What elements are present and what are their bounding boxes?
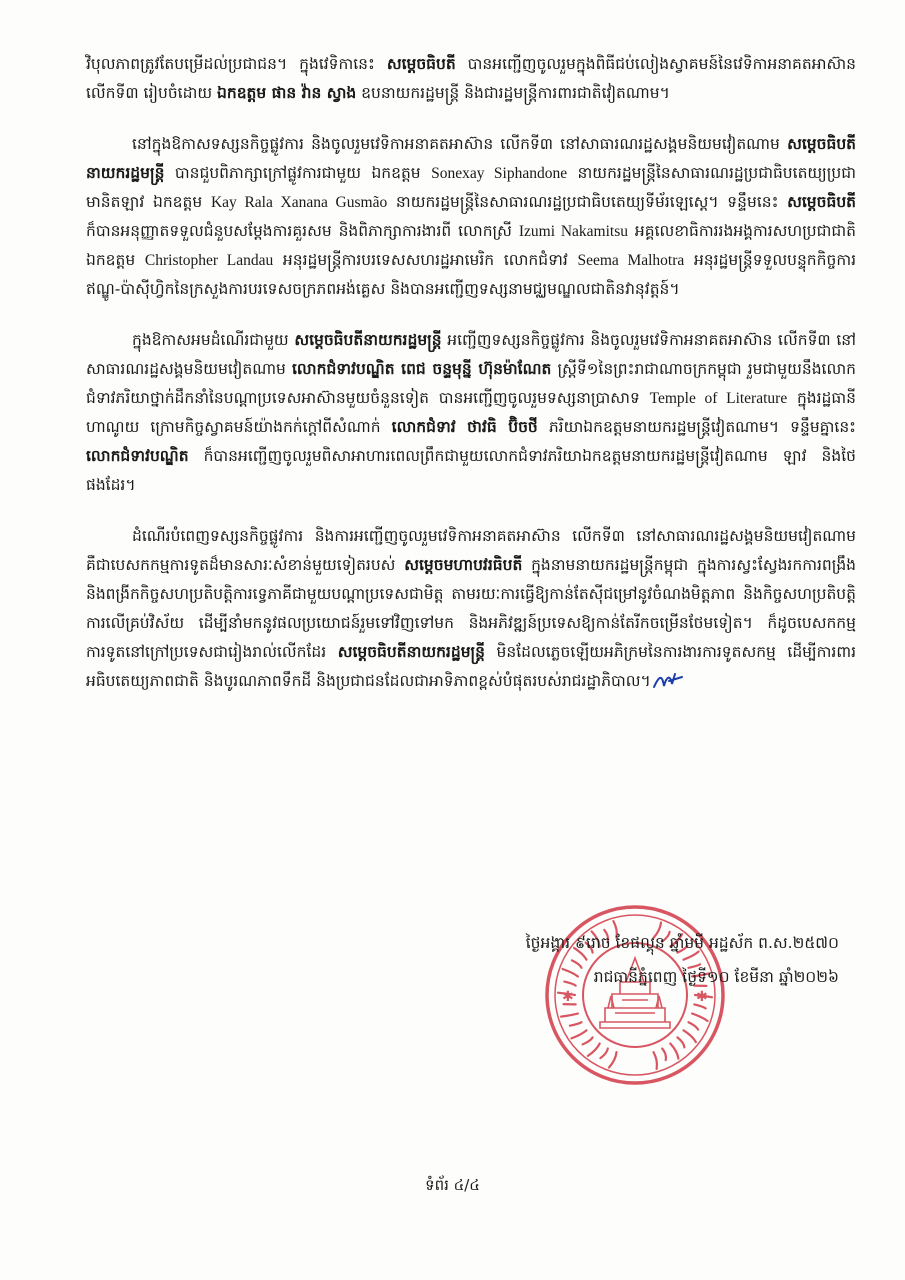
latin-name-run: Temple of Literature: [649, 390, 788, 407]
text-run: បានអញ្ជើញចូលរួមក្នុងពិធីជប់លៀងស្វាគមន៍នៃវេទិកាអនាគតអាស៊ាន លើកទី៣ រៀបចំដោយ: [86, 55, 856, 102]
text-run: ក្នុងឱកាសអមដំណើរជាមួយ: [132, 331, 295, 349]
bold-name-run: សម្តេចធិបតី: [787, 193, 856, 211]
svg-text:✱: ✱: [562, 989, 574, 1005]
seal-lettering-stroke: [662, 1049, 666, 1061]
text-run: អគ្គលេខាធិការរងអង្គការសហប្រជាជាតិ ឯកឧត្តម: [86, 222, 856, 269]
page-number: ទំព័រ ៤/៤: [425, 1176, 480, 1194]
latin-name-run: Izumi Nakamitsu: [518, 223, 629, 240]
seal-lettering-stroke: [600, 1049, 607, 1059]
location-date-line: រាជធានីភ្នំពេញ ថ្ងៃទី១០ ខែមីនា ឆ្នាំ២០២៦: [593, 968, 839, 986]
text-run: ភរិយាឯកឧត្តមនាយករដ្ឋមន្ត្រីវៀតណាម។ ទន្ទឹមគ្នានេះ: [537, 418, 856, 436]
paragraph-1: [86, 50, 856, 108]
text-run: អនុរដ្ឋមន្ត្រីទទួលបន្ទុកកិច្ចការឥណ្ឌូ-ប៉ាស៊ីហ្វិកនៃក្រសួងការបរទេសចក្រភពអង់គ្លេស និងបានអញ្ជើញទស្សនាមជ្ឈមណ្ឌលជាតិនវានុវត្តន៍។: [86, 251, 856, 298]
bold-name-run: លោកជំទាវ ថាវធិ ប៊ិចថី: [391, 418, 538, 436]
text-run: ក៏បានអនុញ្ញាតទទួលជំនួបសម្តែងការគួរសម និងពិភាក្សាការងារពី លោកស្រី: [86, 222, 519, 240]
text-run: អនុរដ្ឋមន្ត្រីការបរទេសសហរដ្ឋអាមេរិក លោកជំទាវ: [273, 251, 578, 269]
seal-lettering-stroke: [677, 1037, 684, 1047]
seal-lettering-stroke: [609, 1052, 617, 1067]
seal-lettering-stroke: [694, 1004, 705, 1008]
text-run: ក្នុងនាមនាយករដ្ឋមន្ត្រីកម្ពុជា ក្នុងការស្វះស្វែងរកការពង្រឹងនិងពង្រីកកិច្ចសហប្រតិបត្តិការទ្វេភាគីជាមួយបណ្តាប្រទេសជាមិត្ត តាមរយៈការធ្វើឱ្យកាន់តែស៊ីជម្រៅនូវចំណងមិត្តភាព និងកិច្ចសហប្រតិបត្តិការលើគ្រប់វិស័យ ដើម្បីនាំមកនូវផលប្រយោជន៍រួមទៅវិញទៅមក និងអភិវឌ្ឍន៍ប្រទេសឱ្យកាន់តែរីកចម្រើនថែមទៀត។ ក៏ដូចបេសកកម្មការទូតនៅក្រៅប្រទេសជារៀងរាល់លើកដែរ: [86, 556, 856, 661]
paragraph-2: [86, 130, 856, 304]
text-run: បានជួបពិភាក្សាក្រៅផ្លូវការជាមួយ ឯកឧត្តម: [164, 164, 432, 182]
text-run: ស្ត្រីទី១នៃព្រះរាជាណាចក្រកម្ពុជា រួមជាមួយនឹងលោកជំទាវភរិយាថ្នាក់ដឹកនាំនៃបណ្តាប្រទេសអាស៊ានមួយចំនួនទៀត បានអញ្ជើញចូលរួមទស្សនាប្រាសាទ: [86, 360, 856, 407]
text-run: អញ្ជើញទស្សនកិច្ចផ្លូវការ និងចូលរួមវេទិកាអនាគតអាស៊ាន លើកទី៣ នៅសាធារណរដ្ឋសង្គមនិយមវៀតណាម: [86, 331, 856, 378]
bold-name-run: សម្តេចធិបតីនាយករដ្ឋមន្ត្រី: [86, 135, 856, 182]
lunar-date-line: ថ្ងៃអង្គារ ៩រោច ខែផល្គុន ឆ្នាំមមី អដ្ឋស័ក ព.ស.២៥៧០: [525, 934, 839, 952]
latin-name-run: Christopher Landau: [144, 252, 274, 269]
bold-name-run: សម្តេចធិបតីនាយករដ្ឋមន្ត្រី: [337, 643, 485, 661]
text-run: ដំណើរបំពេញទស្សនកិច្ចផ្លូវការ និងការអញ្ជើញចូលរួមវេទិកាអនាគតអាស៊ាន លើកទី៣ នៅសាធារណរដ្ឋសង្គមនិយមវៀតណាម គឺជាបេសកកម្មការទូតដ៏មានសារៈសំខាន់មួយទៀតរបស់: [86, 527, 856, 574]
seal-lettering-stroke: [583, 1037, 593, 1044]
svg-text:✱: ✱: [696, 989, 708, 1005]
text-run: នាយករដ្ឋមន្ត្រីនៃសាធារណរដ្ឋប្រជាធិបតេយ្យប្រជាមានិតឡាវ ឯកឧត្តម: [86, 164, 856, 211]
text-run: ក៏បានអញ្ជើញចូលរួមពិសាអាហារពេលព្រឹកជាមួយលោកជំទាវភរិយាឯកឧត្តមនាយករដ្ឋមន្ត្រីវៀតណាម ឡាវ និងថៃ ផងដែរ។: [86, 447, 856, 494]
latin-name-run: Sonexay Siphandone: [431, 165, 568, 182]
bold-name-run: សម្តេចធិបតីនាយករដ្ឋមន្ត្រី: [294, 331, 442, 349]
text-run: ឧបនាយករដ្ឋមន្ត្រី និងជារដ្ឋមន្ត្រីការពារជាតិវៀតណាម។: [356, 84, 670, 102]
seal-lettering-stroke: [571, 1030, 586, 1038]
bold-name-run: លោកជំទាវបណ្ឌិត ពេជ ចន្ទមុន្នី ហ៊ុនម៉ាណែត: [292, 360, 552, 378]
bold-name-run: សម្តេចមហាបវរធិបតី: [404, 556, 523, 574]
seal-lettering-stroke: [689, 1022, 699, 1029]
paragraph-3: [86, 326, 856, 500]
seal-lettering-stroke: [588, 1044, 600, 1056]
latin-name-run: Kay Rala Xanana Gusmão: [210, 194, 388, 211]
document-body: [86, 50, 856, 696]
latin-name-run: Seema Malhotra: [577, 252, 685, 269]
text-run: ក្នុងរដ្ឋធានីហាណូយ ក្រោមកិច្ចស្វាគមន៍យ៉ាងកក់ក្តៅពីសំណាក់: [86, 389, 856, 436]
paragraph-4: [86, 522, 856, 696]
seal-lettering-stroke: [654, 1052, 657, 1069]
seal-lettering-stroke: [570, 1022, 582, 1025]
bold-name-run: សម្តេចធិបតី: [386, 55, 456, 73]
seal-lettering-stroke: [670, 1044, 678, 1059]
text-run: នៅក្នុងឱកាសទស្សនកិច្ចផ្លូវការ និងចូលរួមវេទិកាអនាគតអាស៊ាន លើកទី៣ នៅសាធារណរដ្ឋសង្គមនិយមវៀតណាម: [132, 135, 788, 153]
seal-lettering-stroke: [561, 1014, 578, 1017]
text-run: វិបុលភាពត្រូវតែបម្រើដល់ប្រជាជន។ ក្នុងវេទិកានេះ: [86, 55, 387, 73]
date-block: [419, 926, 839, 994]
bold-name-run: ឯកឧត្តម ផាន វ៉ាន ស្វាង: [217, 84, 357, 102]
text-run: មិនដែលភ្លេចឡើយអភិក្រមនៃការងារការទូតសកម្ម ដើម្បីការពារអធិបតេយ្យភាពជាតិ និងបូរណភាពទឹកដី និងប្រជាជនដែលជាអាទិភាពខ្ពស់បំផុតរបស់រាជរដ្ឋាភិបាល។: [86, 643, 856, 690]
seal-lettering-stroke: [692, 1014, 707, 1022]
text-run: នាយករដ្ឋមន្ត្រីនៃសាធារណរដ្ឋប្រជាធិបតេយ្យទីម័រឡេស្តេ។ ទន្ទឹមនេះ: [387, 193, 788, 211]
handwritten-initial-mark: [651, 670, 685, 692]
seal-lettering-stroke: [684, 1030, 696, 1042]
bold-name-run: លោកជំទាវបណ្ឌិត: [86, 447, 189, 465]
